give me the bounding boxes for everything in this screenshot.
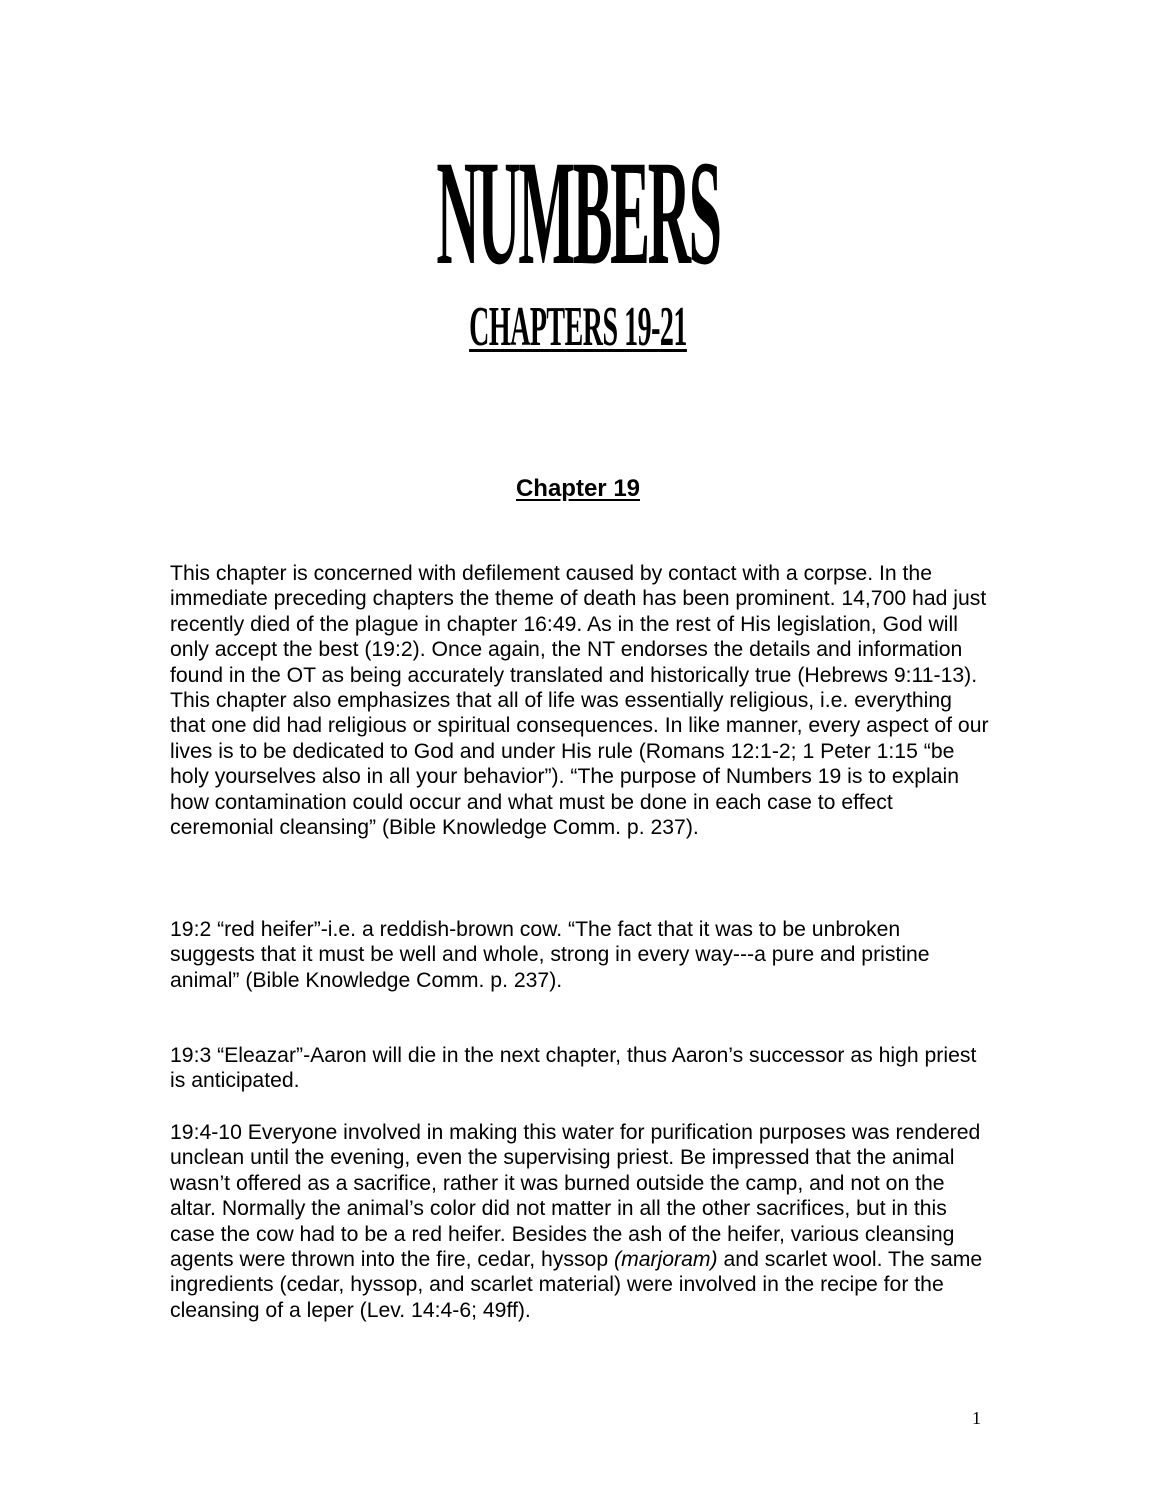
document-title: NUMBERS (436, 130, 720, 296)
verse-4-10-italic-text: (marjoram) (614, 1248, 718, 1272)
verse-3-paragraph: 19:3 “Eleazar”-Aaron will die in the next chapter, thus Aaron’s successor as high priest is anticipated. (170, 1044, 977, 1093)
verse-2-paragraph: 19:2 “red heifer”-i.e. a reddish-brown cow. “The fact that it was to be unbroken suggests that it must be well and whole, strong in every way---a pure and pristine animal” (Bible Knowledge Comm. p. 237). (170, 918, 930, 992)
chapter-heading-text: Chapter 19 (515, 475, 641, 502)
document-subtitle (289, 296, 867, 358)
verse-4-10-text-end: and scarlet wool. The same ingredients (cedar, hyssop, and scarlet material) were involved in the recipe for the cleansing of a leper (Lev. 14:4-6; 49ff). (170, 1248, 983, 1322)
intro-paragraph: This chapter is concerned with defilement caused by contact with a corpse. In the immediate preceding chapters the theme of death has been prominent. 14,700 had just recently died of the plague in chapter 16:49. As in the rest of His legislation, God will only accept the best (19:2). Once again, the NT endorses the details and information found in the OT as being accurately translated and historically true (Hebrews 9:11-13). This chapter also emphasizes that all of life was essentially religious, i.e. everything that one did had religious or spiritual consequences. In like manner, every aspect of our lives is to be dedicated to God and under His rule (Romans 12:1-2; 1 Peter 1:15 “be holy yourselves also in all your behavior”). “The purpose of Numbers 19 is to explain how contamination could occur and what must be done in each case to effect ceremonial cleansing” (Bible Knowledge Comm. p. 237). (170, 562, 989, 840)
page-number: 1 (972, 1408, 981, 1428)
verse-4-10-paragraph (170, 1120, 990, 1323)
subtitle-text: CHAPTERS 19-21 (469, 296, 687, 358)
chapter-heading (0, 474, 1156, 504)
verse-4-10-text-start: 19:4-10 Everyone involved in making this water for purification purposes was rendered unclean until the evening, even the supervising priest. Be impressed that the animal wasn’t offered as a sacrifice, rather it was burned outside the camp, and not on the altar. Normally the animal’s color did not matter in all the other sacrifices, but in this case the cow had to be a red heifer. Besides the ash of the heifer, various cleansing agents were thrown into the fire, cedar, hyssop (170, 1121, 981, 1272)
